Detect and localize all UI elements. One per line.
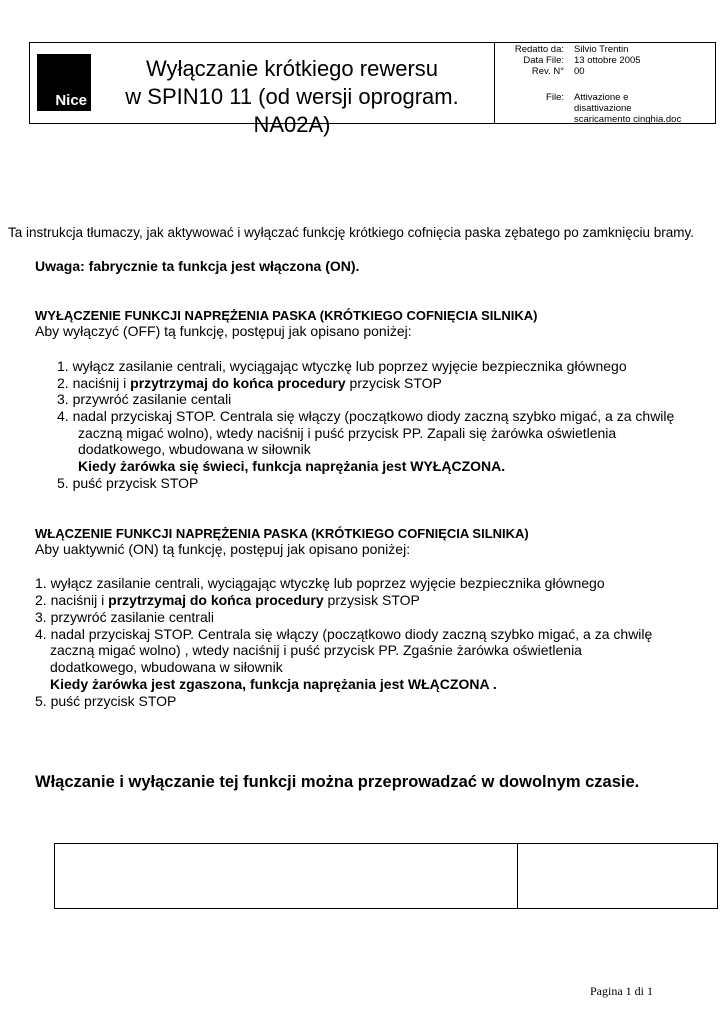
section-off-step-4-line-3: dodatkowego, wbudowana w siłownik — [78, 441, 311, 457]
author-label: Redatto da: — [514, 44, 564, 55]
document-title — [90, 55, 494, 139]
file-value-2: disattivazione — [574, 103, 632, 114]
section-on-step-3: 3. przywróć zasilanie centrali — [35, 609, 214, 625]
section-off-step-4-result: Kiedy żarówka się świeci, funkcja naprężania jest WYŁĄCZONA. — [78, 458, 506, 474]
header-divider — [494, 43, 495, 123]
date-value: 13 ottobre 2005 — [574, 55, 641, 66]
file-label: File: — [546, 92, 564, 103]
section-on-step-5: 5. puść przycisk STOP — [35, 693, 177, 709]
section-on-step-4-line-3: dodatkowego, wbudowana w siłownik — [50, 659, 283, 675]
footer-table — [54, 843, 718, 909]
section-on-heading: WŁĄCZENIE FUNKCJI NAPRĘŻENIA PASKA (KRÓTKIEGO COFNIĘCIA SILNIKA) — [35, 526, 529, 541]
section-off-step-1: 1. wyłącz zasilanie centrali, wyciągając wtyczkę lub poprzez wyjęcie bezpiecznika głównego — [57, 358, 627, 374]
footer-table-divider — [517, 844, 518, 908]
intro-text: Ta instrukcja tłumaczy, jak aktywować i wyłączać funkcję krótkiego cofnięcia paska zębatego po zamknięciu bramy. — [8, 225, 695, 240]
step-2-text-end: przycisk STOP — [345, 375, 442, 391]
section-off-step-4-line-1: 4. nadal przyciskaj STOP. Centrala się włączy (początkowo diody zaczną szybko migać, a za chwilę — [57, 408, 675, 424]
page-number: Pagina 1 di 1 — [590, 984, 653, 998]
section-on-step-1: 1. wyłącz zasilanie centrali, wyciągając wtyczkę lub poprzez wyjęcie bezpiecznika głównego — [35, 575, 605, 591]
section-off-step-4-line-2: zaczną migać wolno), wtedy naciśnij i puść przycisk PP. Zapali się żarówka oświetlenia — [78, 425, 617, 441]
section-on-lead: Aby uaktywnić (ON) tą funkcję, postępuj jak opisano poniżej: — [35, 541, 411, 557]
section-on-step-4-line-1: 4. nadal przyciskaj STOP. Centrala się włączy (początkowo diody zaczną szybko migać, a za chwilę — [35, 626, 653, 642]
section-off-step-3: 3. przywróć zasilanie centali — [57, 391, 232, 407]
document-meta — [496, 44, 716, 125]
section-off-lead: Aby wyłączyć (OFF) tą funkcję, postępuj jak opisano poniżej: — [35, 323, 412, 339]
title-line-1: Wyłączanie krótkiego rewersu — [145, 56, 439, 81]
section-off-step-5: 5. puść przycisk STOP — [57, 475, 199, 491]
step-2-text-end: przysisk STOP — [323, 592, 420, 608]
logo-text: Nice — [55, 92, 87, 109]
revision-label: Rev. N° — [531, 66, 564, 77]
section-off-heading: WYŁĄCZENIE FUNKCJI NAPRĘŻENIA PASKA (KRÓTKIEGO COFNIĘCIA SILNIKA) — [35, 308, 538, 323]
step-2-text: 2. naciśnij i — [57, 375, 131, 391]
date-label: Data File: — [523, 55, 564, 66]
section-off-step-2 — [57, 375, 442, 392]
closing-statement: Włączanie i wyłączanie tej funkcji można przeprowadzać w dowolnym czasie. — [35, 773, 640, 791]
document-header — [29, 42, 716, 137]
step-2-text: 2. naciśnij i — [35, 592, 109, 608]
file-value-3: scaricamento cinghia.doc — [574, 114, 682, 125]
file-value-1: Attivazione e — [574, 92, 629, 103]
nice-logo — [37, 54, 91, 111]
author-value: Silvio Trentin — [574, 44, 629, 55]
section-on-step-4-line-2: zaczną migać wolno) , wtedy naciśnij i puść przycisk PP. Zgaśnie żarówka oświetlenia — [50, 642, 582, 658]
step-2-emphasis: przytrzymaj do końca procedury — [130, 375, 346, 391]
section-on-step-2 — [35, 592, 420, 609]
step-2-emphasis: przytrzymaj do końca procedury — [108, 592, 324, 608]
title-line-2: w SPIN10 11 (od wersji oprogram. NA02A) — [125, 84, 459, 137]
revision-value: 00 — [574, 66, 585, 77]
factory-note: Uwaga: fabrycznie ta funkcja jest włączona (ON). — [35, 258, 360, 274]
section-on-step-4-result: Kiedy żarówka jest zgaszona, funkcja naprężania jest WŁĄCZONA . — [50, 676, 497, 692]
